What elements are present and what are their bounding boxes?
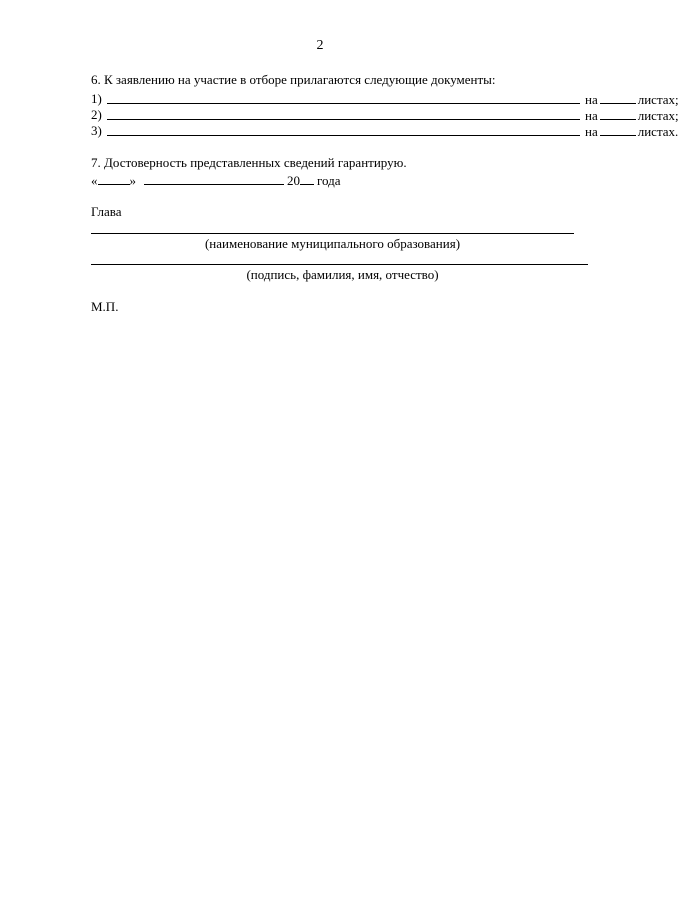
document-row-2 bbox=[91, 107, 679, 123]
document-sheets bbox=[585, 107, 679, 124]
document-sheets bbox=[585, 123, 678, 140]
seal-mark: М.П. bbox=[91, 299, 119, 314]
on-label: на bbox=[585, 124, 598, 139]
document-row-1 bbox=[91, 91, 679, 107]
document-name-blank bbox=[107, 119, 580, 120]
document-row-3 bbox=[91, 123, 679, 139]
sheet-count-blank bbox=[600, 123, 636, 136]
signature-blank-line bbox=[91, 264, 588, 265]
year-blank bbox=[300, 172, 314, 185]
document-row-number: 3) bbox=[91, 123, 102, 138]
signature-caption: (подпись, фамилия, имя, отчество) bbox=[246, 267, 439, 282]
sheet-count-blank bbox=[600, 91, 636, 104]
document-row-number: 2) bbox=[91, 107, 102, 122]
sheets-label: листах; bbox=[637, 108, 679, 123]
document-name-blank bbox=[107, 103, 580, 104]
sheet-count-blank bbox=[600, 107, 636, 120]
open-quote: « bbox=[91, 173, 98, 188]
day-blank bbox=[98, 172, 130, 185]
document-name-blank bbox=[107, 135, 580, 136]
sheets-label: листах. bbox=[637, 124, 679, 139]
municipality-blank-line bbox=[91, 233, 574, 234]
page-number: 2 bbox=[316, 38, 324, 53]
head-title: Глава bbox=[91, 204, 122, 219]
on-label: на bbox=[585, 92, 598, 107]
month-blank bbox=[144, 172, 284, 185]
municipality-caption: (наименование муниципального образования) bbox=[204, 236, 461, 251]
sheets-label: листах; bbox=[637, 92, 679, 107]
year-word: года bbox=[317, 173, 341, 188]
document-sheets bbox=[585, 91, 679, 108]
on-label: на bbox=[585, 108, 598, 123]
close-quote: » bbox=[129, 173, 136, 188]
century-text: 20 bbox=[287, 173, 300, 188]
document-row-number: 1) bbox=[91, 91, 102, 106]
section-6-heading: 6. К заявлению на участие в отборе прилагаются следующие документы: bbox=[91, 72, 496, 87]
section-7-heading: 7. Достоверность представленных сведений гарантирую. bbox=[91, 155, 407, 170]
date-line bbox=[91, 172, 341, 188]
